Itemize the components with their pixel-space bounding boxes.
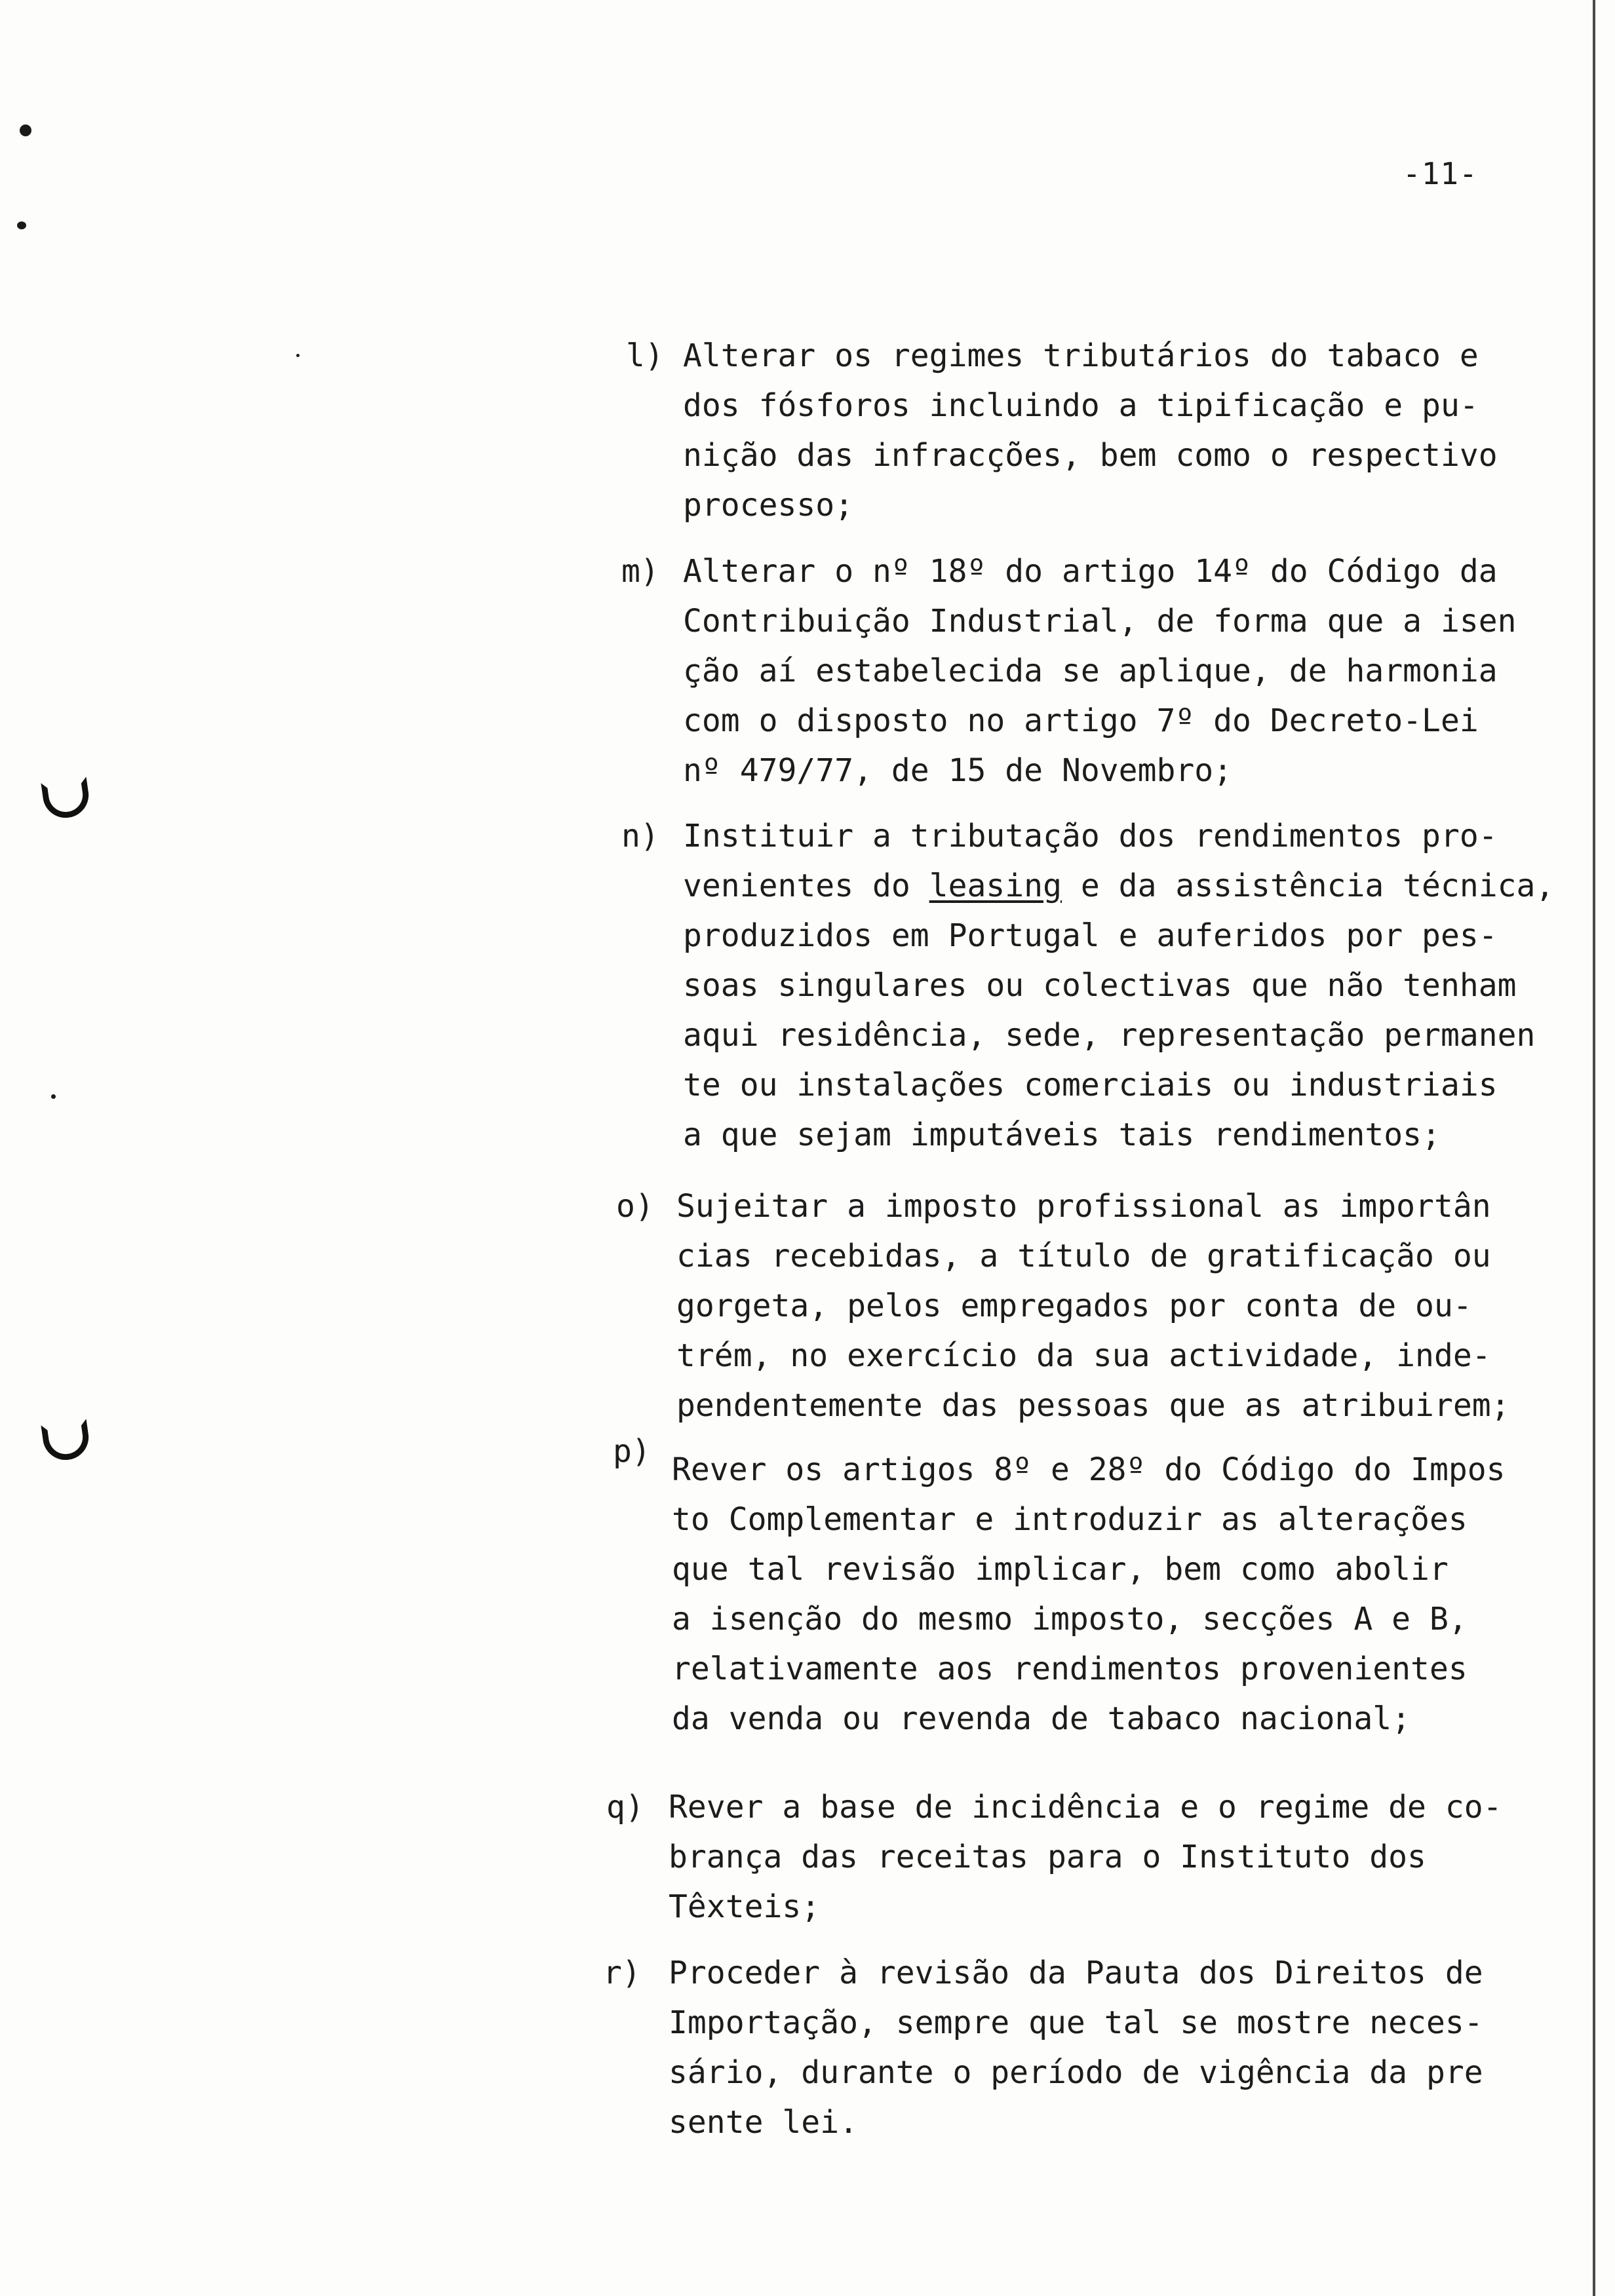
item-letter: q): [606, 1789, 644, 1826]
text-line: a que sejam imputáveis tais rendimentos;: [683, 1117, 1441, 1153]
item-letter: p): [613, 1433, 651, 1470]
text-line: nição das infracções, bem como o respectivo: [683, 437, 1498, 474]
item-letter: m): [621, 553, 659, 590]
text-line: nº 479/77, de 15 de Novembro;: [683, 752, 1233, 789]
text-line: Alterar os regimes tributários do tabaco e: [683, 337, 1479, 374]
text-line: Importação, sempre que tal se mostre neces-: [669, 2004, 1483, 2041]
item-letter: n): [621, 818, 659, 854]
text-line: sário, durante o período de vigência da pre: [669, 2054, 1483, 2091]
text-line: sente lei.: [669, 2104, 858, 2141]
text-line: Proceder à revisão da Pauta dos Direitos de: [669, 1955, 1483, 1991]
punch-hole-mark: [20, 124, 31, 136]
underlined-term: leasing: [929, 868, 1062, 904]
text-line: que tal revisão implicar, bem como abolir: [672, 1551, 1449, 1588]
text-line: Alterar o nº 18º do artigo 14º do Código da: [683, 553, 1498, 590]
text-line: da venda ou revenda de tabaco nacional;: [672, 1700, 1411, 1737]
text-line: relativamente aos rendimentos provenientes: [672, 1651, 1468, 1687]
item-text: [669, 1782, 1502, 1932]
page-edge-line: [1593, 0, 1595, 2296]
text-line: dos fósforos incluindo a tipificação e pu-: [683, 387, 1479, 424]
binder-ring-mark: [41, 776, 91, 820]
text-line: produzidos em Portugal e auferidos por pes-: [683, 917, 1498, 954]
text-line: to Complementar e introduzir as alterações: [672, 1501, 1468, 1538]
dust-speck: [51, 1094, 56, 1099]
text-line: Têxteis;: [669, 1888, 821, 1925]
text-line: te ou instalações comerciais ou industriais: [683, 1067, 1498, 1103]
item-text: [683, 811, 1554, 1160]
text-line: pendentemente das pessoas que as atribuirem;: [676, 1387, 1510, 1424]
text-line: brança das receitas para o Instituto dos: [669, 1839, 1426, 1875]
text-line: Contribuição Industrial, de forma que a isen: [683, 603, 1517, 640]
punch-hole-mark: [17, 221, 26, 229]
text-line: ção aí estabelecida se aplique, de harmonia: [683, 653, 1498, 689]
text-line: Rever a base de incidência e o regime de co-: [669, 1789, 1502, 1826]
item-text: [676, 1181, 1510, 1430]
item-text: [672, 1445, 1506, 1744]
text-line: a isenção do mesmo imposto, secções A e B,: [672, 1601, 1468, 1637]
page-number: -11-: [1403, 156, 1478, 191]
text-line: processo;: [683, 487, 854, 524]
item-text: [683, 331, 1498, 530]
text-line: cias recebidas, a título de gratificação ou: [676, 1238, 1491, 1274]
text-line: Rever os artigos 8º e 28º do Código do Impos: [672, 1451, 1506, 1488]
item-text: [669, 1948, 1483, 2147]
text-line: trém, no exercício da sua actividade, inde-: [676, 1337, 1491, 1374]
dust-speck: [296, 354, 300, 357]
text-line: Sujeitar a imposto profissional as importân: [676, 1188, 1491, 1225]
item-text: [683, 546, 1517, 795]
binder-ring-mark: [41, 1419, 91, 1463]
item-letter: o): [616, 1188, 654, 1225]
text-line: Instituir a tributação dos rendimentos pro-: [683, 818, 1498, 854]
text-line: venientes do leasing e da assistência técnica,: [683, 868, 1555, 904]
item-letter: r): [603, 1955, 641, 1991]
text-line: com o disposto no artigo 7º do Decreto-Lei: [683, 702, 1479, 739]
text-line: soas singulares ou colectivas que não tenham: [683, 967, 1517, 1004]
item-letter: l): [626, 337, 664, 374]
text-line: aqui residência, sede, representação permanen: [683, 1017, 1536, 1054]
text-line: gorgeta, pelos empregados por conta de ou-: [676, 1288, 1472, 1324]
